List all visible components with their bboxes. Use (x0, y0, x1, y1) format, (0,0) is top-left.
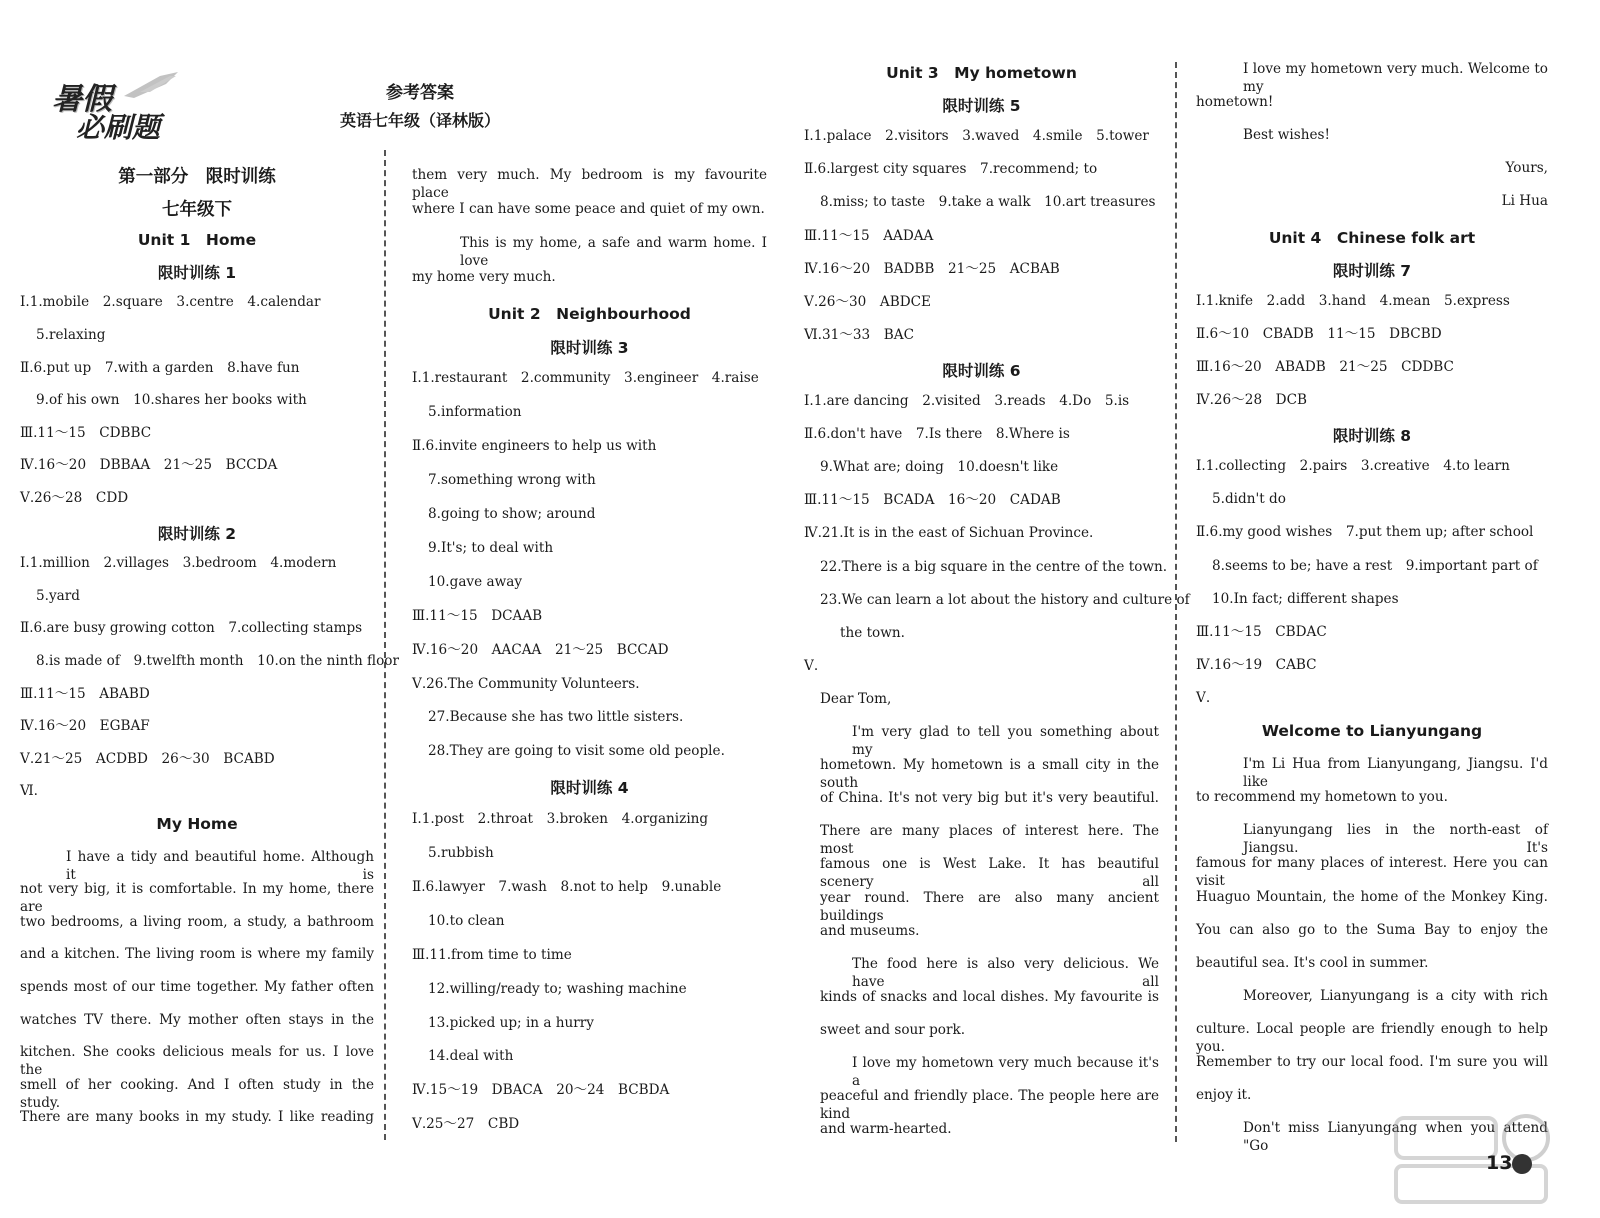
letter-signoff: Li Hua (1501, 193, 1548, 210)
answer-line: 9.of his own 10.shares her books with (36, 392, 307, 409)
column-divider (384, 150, 386, 1140)
essay-line: I'm Li Hua from Lianyungang, Jiangsu. I'd like (1243, 756, 1548, 791)
answer-line: Best wishes! (1243, 127, 1330, 144)
essay-line: Huaguo Mountain, the home of the Monkey King. (1196, 888, 1548, 905)
essay-line: watches TV there. My mother often stays in the (20, 1011, 374, 1028)
answer-line: 10.In fact; different shapes (1212, 590, 1399, 607)
section-heading: 限时训练 5 (942, 97, 1021, 116)
essay-line: Remember to try our local food. I'm sure you will (1196, 1054, 1548, 1070)
answer-line: 5.didn't do (1212, 491, 1286, 508)
essay-line: The food here is also very delicious. We have all (852, 955, 1159, 990)
answer-line: Ⅰ.1.collecting 2.pairs 3.creative 4.to learn (1196, 458, 1510, 475)
answer-line: Ⅳ.16～20 AACAA 21～25 BCCAD (412, 641, 669, 658)
essay-line: famous for many places of interest. Here you can visit (1196, 855, 1548, 890)
answer-line: Ⅲ.11～15 DCAAB (412, 607, 543, 624)
essay-line: culture. Local people are friendly enough to help you. (1196, 1020, 1548, 1055)
essay-line: I have a tidy and beautiful home. Although it is (66, 848, 374, 883)
answer-line: where I can have some peace and quiet of my own. (412, 200, 765, 217)
section-heading: 限时训练 8 (1332, 427, 1412, 446)
answer-line: Ⅱ.6.largest city squares 7.recommend; to (804, 161, 1098, 178)
answer-line: beautiful sea. It's cool in summer. (1196, 954, 1429, 971)
section-heading: 限时训练 1 (157, 263, 237, 282)
page-title: 参考答案 (386, 83, 454, 103)
essay-line: You can also go to the Suma Bay to enjoy the (1196, 921, 1548, 938)
answer-line: 23.We can learn a lot about the history and culture of (820, 591, 1190, 608)
answer-line: Ⅳ.16～20 EGBAF (20, 718, 150, 735)
answer-line: Ⅰ.1.post 2.throat 3.broken 4.organizing (412, 811, 709, 828)
letter-signoff: Yours, (1505, 160, 1548, 177)
answer-line: 8.going to show; around (428, 506, 596, 522)
answer-line: Ⅰ.1.million 2.villages 3.bedroom 4.modern (20, 555, 337, 572)
answer-line: Ⅴ.26～28 CDD (20, 490, 129, 506)
essay-line: hometown. My hometown is a small city in the south (820, 757, 1159, 792)
answer-line: Ⅳ.15～19 DBACA 20～24 BCBDA (412, 1082, 670, 1099)
logo-line2: 必刷题 (76, 111, 161, 144)
essay-line: and a kitchen. The living room is where my family (20, 946, 374, 963)
answer-line: to recommend my hometown to you. (1196, 789, 1448, 806)
answer-line: Ⅵ.31～33 BAC (804, 326, 914, 343)
answer-line: sweet and sour pork. (820, 1021, 966, 1038)
answer-line: enjoy it. (1196, 1087, 1252, 1104)
page-number-dot (1512, 1154, 1532, 1174)
answer-line: the town. (840, 624, 905, 641)
answer-line: Ⅰ.1.are dancing 2.visited 3.reads 4.Do 5.is (804, 393, 1130, 409)
essay-line: I'm very glad to tell you something about my (852, 724, 1159, 758)
section-heading: 限时训练 6 (942, 361, 1021, 380)
answer-line: Ⅲ.11～15 BCADA 16～20 CADAB (804, 492, 1061, 509)
answer-line: 12.willing/ready to; washing machine (428, 980, 687, 997)
answer-line: Ⅴ. (804, 657, 819, 674)
answer-line: Ⅲ.11～15 ABABD (20, 685, 150, 702)
section-heading: 限时训练 3 (550, 338, 629, 357)
essay-line: year round. There are also many ancient buildings (820, 889, 1159, 924)
section-heading: Unit 3 My hometown (886, 64, 1077, 82)
brush-stroke-icon (120, 70, 180, 100)
essay-line: them very much. My bedroom is my favourite place (412, 167, 767, 201)
answer-line: Ⅱ.6.invite engineers to help us with (412, 438, 657, 455)
answer-line: Ⅳ.16～19 CABC (1196, 656, 1317, 673)
answer-line: 13.picked up; in a hurry (428, 1014, 594, 1031)
answer-line: Ⅴ.21～25 ACDBD 26～30 BCABD (20, 750, 275, 767)
answer-line: Dear Tom, (820, 690, 892, 707)
answer-line: Ⅳ.16～20 DBBAA 21～25 BCCDA (20, 457, 278, 474)
essay-line: There are many books in my study. I like reading (20, 1109, 374, 1126)
answer-line: 14.deal with (428, 1048, 514, 1065)
section-heading: Welcome to Lianyungang (1261, 722, 1483, 740)
essay-line: two bedrooms, a living room, a study, a bathroom (20, 913, 374, 930)
answer-line: and warm-hearted. (820, 1121, 952, 1138)
section-heading: 第一部分 限时训练 (118, 167, 276, 187)
answer-line: Ⅳ.26～28 DCB (1196, 392, 1307, 408)
answer-line: 28.They are going to visit some old people. (428, 743, 725, 760)
section-heading: 限时训练 2 (157, 524, 237, 543)
essay-line: spends most of our time together. My father often (20, 979, 374, 995)
answer-line: Ⅳ.21.It is in the east of Sichuan Province. (804, 525, 1094, 542)
answer-line: 5.relaxing (36, 327, 106, 343)
section-heading: My Home (156, 815, 238, 833)
logo-line1: 暑假 (52, 82, 112, 117)
answer-line: Ⅱ.6.my good wishes 7.put them up; after school (1196, 524, 1534, 541)
essay-line: not very big, it is comfortable. In my home, there are (20, 881, 374, 916)
answer-line: 9.What are; doing 10.doesn't like (820, 459, 1059, 476)
essay-line: famous one is West Lake. It has beautiful scenery all (820, 856, 1159, 891)
answer-line: 27.Because she has two little sisters. (428, 709, 684, 726)
answer-line: Ⅴ.26.The Community Volunteers. (412, 675, 640, 692)
answer-line: Ⅱ.6～10 CBADB 11～15 DBCBD (1196, 325, 1442, 342)
answer-line: 10.gave away (428, 573, 522, 590)
answer-line: hometown! (1196, 94, 1274, 111)
answer-line: Ⅰ.1.restaurant 2.community 3.engineer 4.raise (412, 370, 759, 387)
answer-line: Ⅳ.16～20 BADBB 21～25 ACBAB (804, 260, 1060, 277)
answer-line: 22.There is a big square in the centre of the town. (820, 558, 1168, 575)
essay-line: Moreover, Lianyungang is a city with rich (1243, 987, 1548, 1004)
answer-line: 8.miss; to taste 9.take a walk 10.art treasures (820, 194, 1156, 211)
essay-line: smell of her cooking. And I often study in the study. (20, 1076, 374, 1111)
section-heading: 限时训练 4 (550, 779, 629, 798)
essay-line: kinds of snacks and local dishes. My favourite is (820, 988, 1159, 1005)
answer-line: Ⅲ.11～15 AADAA (804, 227, 934, 244)
essay-line: I love my hometown very much because it's a (852, 1055, 1159, 1089)
section-heading: 限时训练 7 (1332, 261, 1412, 280)
answer-line: 5.information (428, 404, 522, 421)
answer-line: 9.It's; to deal with (428, 539, 554, 556)
answer-line: Ⅴ.25～27 CBD (412, 1116, 520, 1133)
section-heading: Unit 4 Chinese folk art (1268, 228, 1476, 247)
essay-line: Don't miss Lianyungang when you attend "Go (1243, 1120, 1548, 1155)
section-heading: 七年级下 (162, 199, 232, 220)
essay-line: There are many places of interest here. The most (820, 823, 1159, 858)
answer-line: 8.seems to be; have a rest 9.important part of (1212, 557, 1538, 574)
brand-logo (50, 70, 180, 144)
answer-line: Ⅰ.1.mobile 2.square 3.centre 4.calendar (20, 294, 321, 311)
answer-line: 5.yard (36, 587, 80, 604)
answer-line: my home very much. (412, 268, 556, 285)
page-subtitle: 英语七年级（译林版） (339, 111, 500, 130)
answer-line: Ⅱ.6.don't have 7.Is there 8.Where is (804, 426, 1070, 443)
answer-line: Ⅵ. (20, 783, 38, 800)
essay-line: of China. It's not very big but it's very beautiful. (820, 790, 1159, 807)
answer-line: Ⅰ.1.knife 2.add 3.hand 4.mean 5.express (1196, 292, 1510, 309)
answer-line: Ⅴ.26～30 ABDCE (804, 293, 931, 310)
answer-line: Ⅱ.6.are busy growing cotton 7.collecting stamps (20, 620, 363, 637)
essay-line: Lianyungang lies in the north-east of Jiangsu. It's (1243, 822, 1548, 857)
answer-line: Ⅲ.11.from time to time (412, 946, 572, 963)
section-heading: Unit 1 Home (137, 231, 257, 250)
answer-line: Ⅱ.6.lawyer 7.wash 8.not to help 9.unable (412, 878, 722, 895)
answer-line: Ⅲ.16～20 ABADB 21～25 CDDBC (1196, 358, 1454, 375)
answer-line: 5.rubbish (428, 845, 494, 861)
essay-line: This is my home, a safe and warm home. I love (460, 234, 767, 269)
page-number: 13 (1486, 1152, 1513, 1174)
answer-line: Ⅱ.6.put up 7.with a garden 8.have fun (20, 359, 300, 376)
answer-line: and museums. (820, 922, 920, 939)
answer-line: 10.to clean (428, 912, 505, 929)
section-heading: Unit 2 Neighbourhood (488, 304, 691, 323)
answer-line: Ⅲ.11～15 CDBBC (20, 424, 152, 441)
essay-line: I love my hometown very much. Welcome to my (1243, 61, 1548, 95)
essay-line: peaceful and friendly place. The people here are kind (820, 1088, 1159, 1123)
answer-line: Ⅲ.11～15 CBDAC (1196, 623, 1327, 640)
answer-line: 8.is made of 9.twelfth month 10.on the ninth floor (36, 653, 399, 669)
answer-line: 7.something wrong with (428, 472, 596, 489)
answer-line: Ⅰ.1.palace 2.visitors 3.waved 4.smile 5.tower (804, 128, 1149, 145)
answer-line: Ⅴ. (1196, 689, 1211, 706)
essay-line: kitchen. She cooks delicious meals for us. I love the (20, 1044, 374, 1079)
